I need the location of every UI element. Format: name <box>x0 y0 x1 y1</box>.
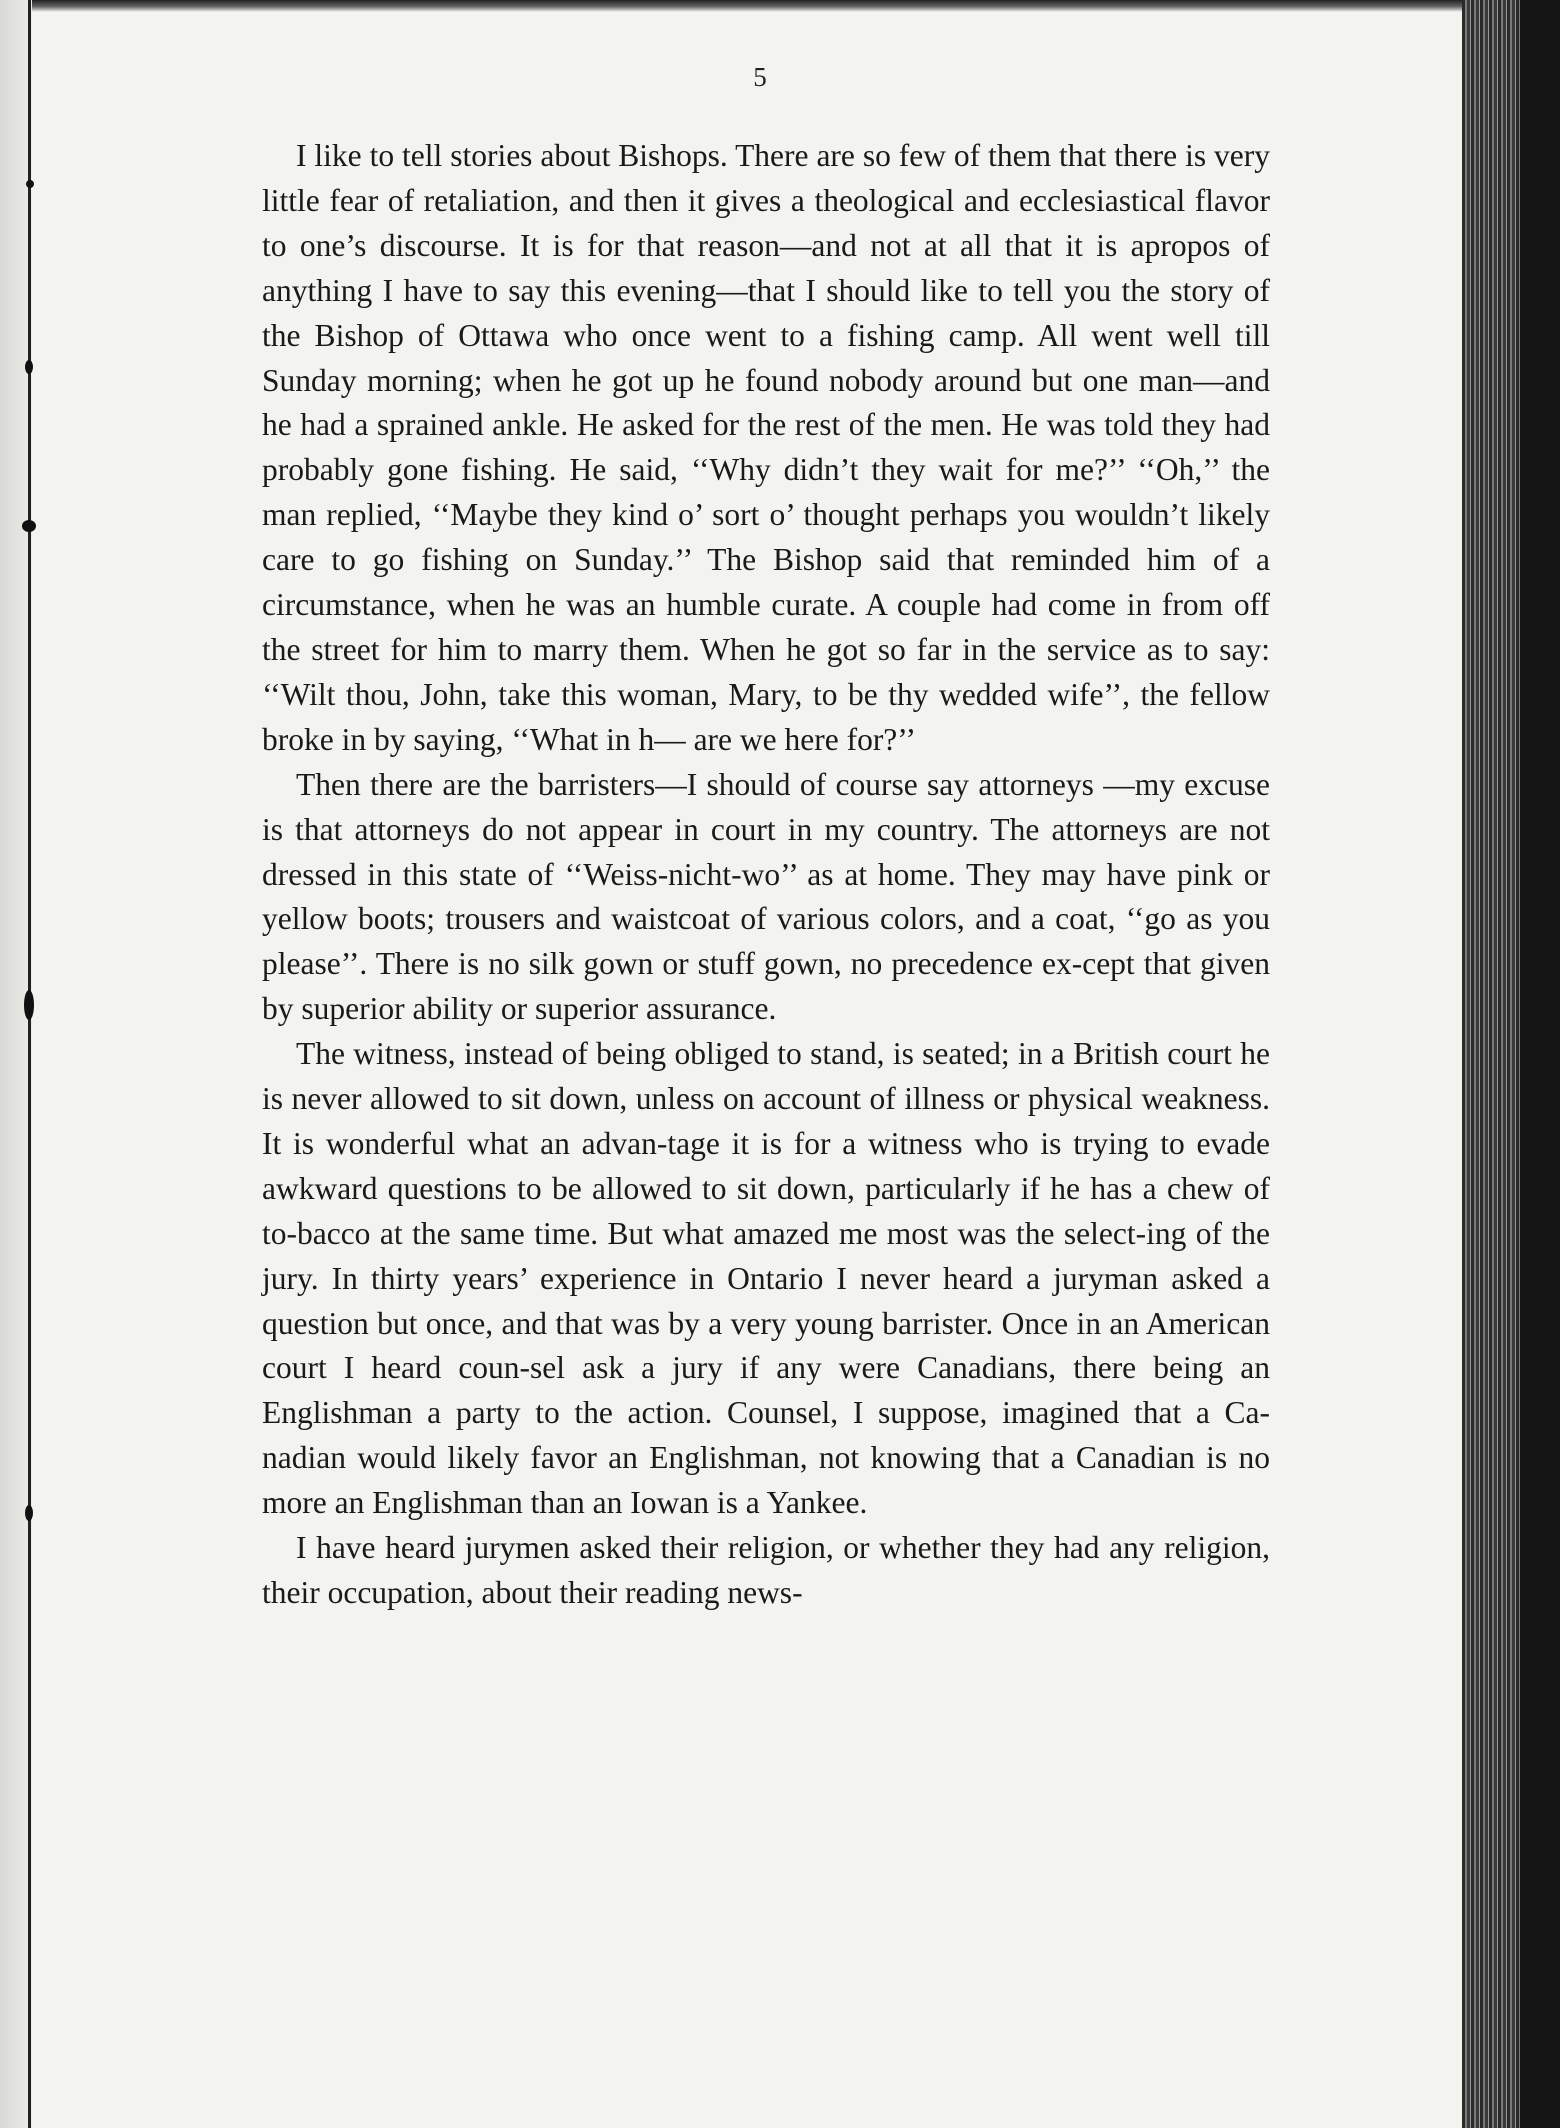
body-text <box>262 134 1270 1616</box>
paragraph: I have heard jurymen asked their religion, or whether they had any religion, their occupation, about their reading news- <box>262 1530 1270 1610</box>
paragraph: Then there are the barristers—I should of course say attorneys —my excuse is that attorneys do not appear in court in my country. The attorneys are not dressed in this state of ‘‘Weiss-nicht-wo’’ as at home. They may have pink or yellow boots; trousers and waistcoat of various colors, and a coat, ‘‘go as you please’’. There is no silk gown or stuff gown, no precedence ex-cept that given by superior ability or superior assurance. <box>262 766 1270 1027</box>
paragraph: I like to tell stories about Bishops. There are so few of them that there is very little fear of retaliation, and then it gives a theological and ecclesiastical flavor to one’s discourse. It is for that reason—and not at all that it is apropos of anything I have to say this evening—that I should like to tell you the story of the Bishop of Ottawa who once went to a fishing camp. All went well till Sunday morning; when he got up he found nobody around but one man—and he had a sprained ankle. He asked for the rest of the men. He was told they had probably gone fishing. He said, ‘‘Why didn’t they wait for me?’’ ‘‘Oh,’’ the man replied, ‘‘Maybe they kind o’ sort o’ thought perhaps you wouldn’t likely care to go fishing on Sunday.’’ The Bishop said that reminded him of a circumstance, when he was an humble curate. A couple had come in from off the street for him to marry them. When he got so far in the service as to say: ‘‘Wilt thou, John, take this woman, Mary, to be thy wedded wife’’, the fellow broke in by saying, ‘‘What in h— are we here for?’’ <box>262 138 1270 757</box>
book-cover-edge <box>1520 0 1560 2128</box>
paragraph: The witness, instead of being obliged to stand, is seated; in a British court he is never allowed to sit down, unless on account of illness or physical weakness. It is wonderful what an advan-tage it is for a witness who is trying to evade awkward questions to be allowed to sit down, particularly if he has a chew of to-bacco at the same time. But what amazed me most was the select-ing of the jury. In thirty years’ experience in Ontario I never heard a juryman asked a question but once, and that was by a very young barrister. Once in an American court I heard coun-sel ask a jury if any were Canadians, there being an Englishman a party to the action. Counsel, I suppose, imagined that a Ca-nadian would likely favor an Englishman, not knowing that a Canadian is no more an Englishman than an Iowan is a Yankee. <box>262 1036 1270 1521</box>
page-number: 5 <box>753 62 767 92</box>
gutter-mark <box>26 180 34 188</box>
gutter-mark <box>22 520 36 532</box>
gutter-mark <box>25 1505 33 1521</box>
gutter-line <box>28 0 31 2128</box>
page-top-edge <box>0 0 1468 12</box>
gutter-mark <box>25 360 33 374</box>
gutter-mark <box>24 990 34 1020</box>
